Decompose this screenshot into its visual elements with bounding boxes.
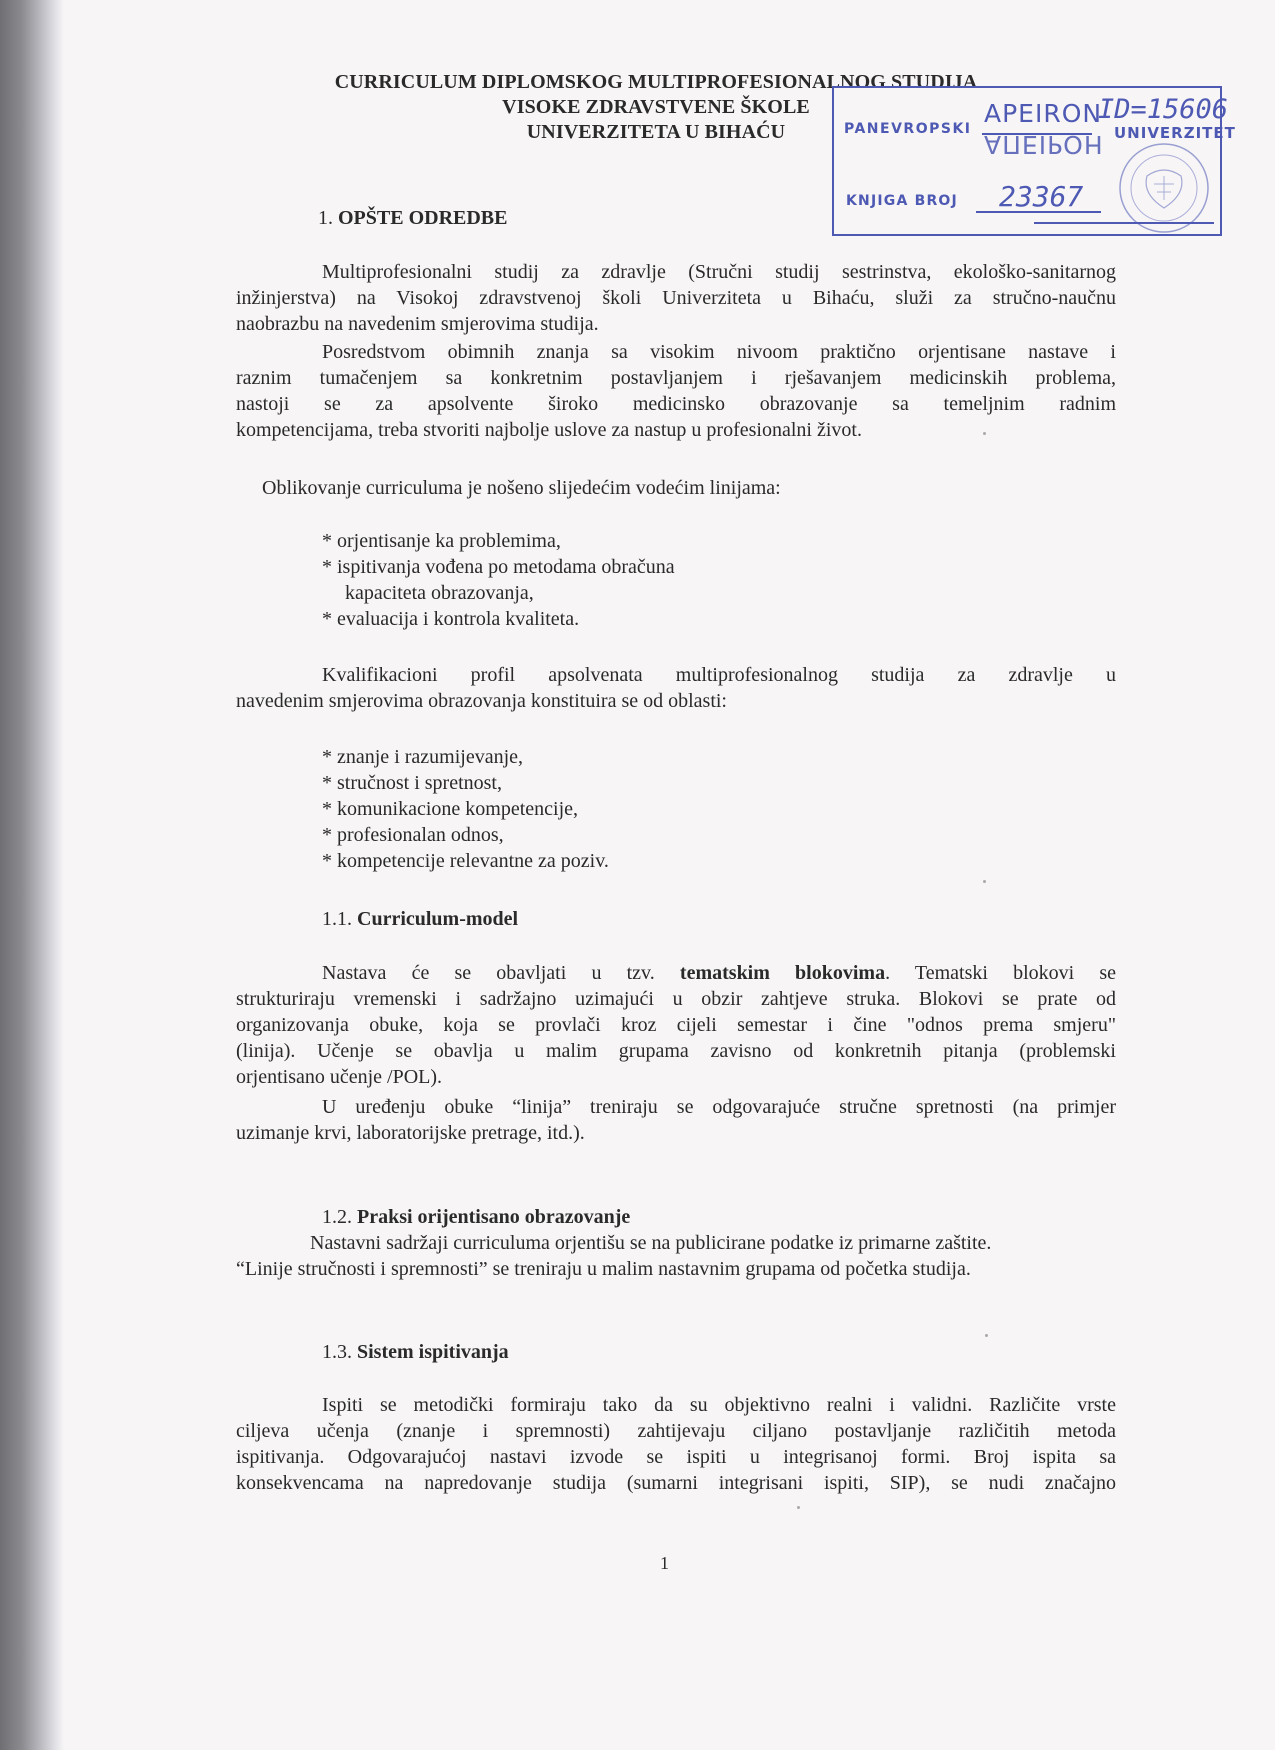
- stamp-apeiron: APEIRON: [984, 99, 1103, 128]
- scan-speck: [985, 1334, 988, 1337]
- list2-item-5: * kompetencije relevantne za poziv.: [322, 850, 609, 872]
- list2-item-1: * znanje i razumijevanje,: [322, 746, 524, 768]
- s11-p1-line5: orjentisano učenje /POL).: [236, 1066, 443, 1088]
- s11-p1-line1: Nastava će se obavljati u tzv. tematskim blokovima. Tematski blokovi se: [322, 962, 1117, 984]
- s13-p1-line2: ciljeva učenja (znanje i spremnosti) zahtijevaju ciljano postavljanje različitih metoda: [236, 1420, 1116, 1442]
- s11-p2-line1: U uređenju obuke “linija” treniraju se odgovarajuće stručne spretnosti (na primjer: [322, 1096, 1116, 1118]
- s1-p2-line1: Posredstvom obimnih znanja sa visokim nivoom praktično orjentisane nastave i: [322, 341, 1116, 363]
- list1-item-2: * ispitivanja vođena po metodama obračuna: [322, 556, 675, 578]
- stamp-panevropski: PANEVROPSKI: [844, 121, 972, 137]
- scan-speck: [983, 432, 986, 435]
- page-number: 1: [660, 1553, 669, 1573]
- stamp-knjiga-number: 23367: [999, 180, 1084, 213]
- s1-p4-line1: Kvalifikacioni profil apsolvenata multiprofesionalnog studija za zdravlje u: [322, 664, 1116, 686]
- s11-p1-line2: strukturiraju vremenski i sadržajno uzimajući u obzir zahtjeve struka. Blokovi se prate od: [236, 988, 1116, 1010]
- s1-p2-line3: nastoji se za apsolvente široko medicinsko obrazovanje sa temeljnim radnim: [236, 393, 1116, 415]
- scan-speck: [983, 880, 986, 883]
- s1-p3: Oblikovanje curriculuma je nošeno slijedećim vodećim linijama:: [262, 477, 781, 499]
- s11-p1-line4: (linija). Učenje se obavlja u malim grupama zavisno od konkretnih pitanja (problemski: [236, 1040, 1116, 1062]
- title-line-3: UNIVERZITETA U BIHAĆU: [526, 121, 786, 143]
- s13-p1-line1: Ispiti se metodički formiraju tako da su objektivno realni i validni. Različite vrste: [322, 1394, 1116, 1416]
- section-1-3-heading: 1.3. Sistem ispitivanja: [322, 1341, 509, 1363]
- stamp-apeiron-cyrillic: АПЕІРОН: [984, 130, 1104, 159]
- s1-p1-line2: inžinjerstva) na Visokoj zdravstvenoj školi Univerziteta u Bihaću, služi za stručno-naučnu: [236, 287, 1116, 309]
- stamp-univerzitet: UNIVERZITET: [1114, 124, 1236, 142]
- section-1-heading: 1. OPŠTE ODREDBE: [318, 207, 508, 229]
- s1-p2-line4: kompetencijama, treba stvoriti najbolje uslove za nastup u profesionalni život.: [236, 419, 862, 441]
- section-1-1-heading: 1.1. Curriculum-model: [322, 908, 519, 930]
- s1-p1-line3: naobrazbu na navedenim smjerovima studija.: [236, 313, 599, 335]
- s1-p1-line1: Multiprofesionalni studij za zdravlje (Stručni studij sestrinstva, ekološko-sanitarnog: [322, 261, 1116, 283]
- s13-p1-line4: konsekvencama na napredovanje studija (sumarni integrisani ispiti, SIP), se nudi značajno: [236, 1472, 1116, 1494]
- title-line-1: CURRICULUM DIPLOMSKOG MULTIPROFESIONALNOG STUDIJA: [334, 71, 978, 93]
- s1-p4-line2: navedenim smjerovima obrazovanja konstituira se od oblasti:: [236, 690, 727, 712]
- s11-p2-line2: uzimanje krvi, laboratorijske pretrage, itd.).: [236, 1122, 585, 1144]
- scan-speck: [797, 1506, 800, 1509]
- list1-item-1: * orjentisanje ka problemima,: [322, 530, 561, 552]
- round-seal-icon: [1102, 136, 1217, 236]
- s11-p1-line3: organizovanja obuke, koja se provlači kroz cijeli semestar i čine "odnos prema smjeru": [236, 1014, 1116, 1036]
- s12-p1-line1: Nastavni sadržaji curriculuma orjentišu se na publicirane podatke iz primarne zaštite.: [310, 1232, 992, 1254]
- s12-p1-line2: “Linije stručnosti i spremnosti” se treniraju u malim nastavnim grupama od početka studija.: [236, 1258, 971, 1280]
- list1-item-2-cont: kapaciteta obrazovanja,: [345, 582, 534, 604]
- section-1-2-heading: 1.2. Praksi orijentisano obrazovanje: [322, 1206, 631, 1228]
- list2-item-2: * stručnost i spretnost,: [322, 772, 502, 794]
- title-line-2: VISOKE ZDRAVSTVENE ŠKOLE: [502, 96, 810, 118]
- s1-p2-line2: raznim tumačenjem sa konkretnim postavljanjem i rješavanjem medicinskih problema,: [236, 367, 1116, 389]
- list2-item-4: * profesionalan odnos,: [322, 824, 504, 846]
- library-stamp: [832, 86, 1236, 236]
- stamp-id-handwritten: ID=15606: [1098, 94, 1229, 125]
- list1-item-3: * evaluacija i kontrola kvaliteta.: [322, 608, 580, 630]
- s13-p1-line3: ispitivanja. Odgovarajućoj nastavi izvode se ispiti u integrisanoj formi. Broj ispita sa: [236, 1446, 1116, 1468]
- list2-item-3: * komunikacione kompetencije,: [322, 798, 579, 820]
- stamp-knjiga-label: KNJIGA BROJ: [846, 193, 958, 209]
